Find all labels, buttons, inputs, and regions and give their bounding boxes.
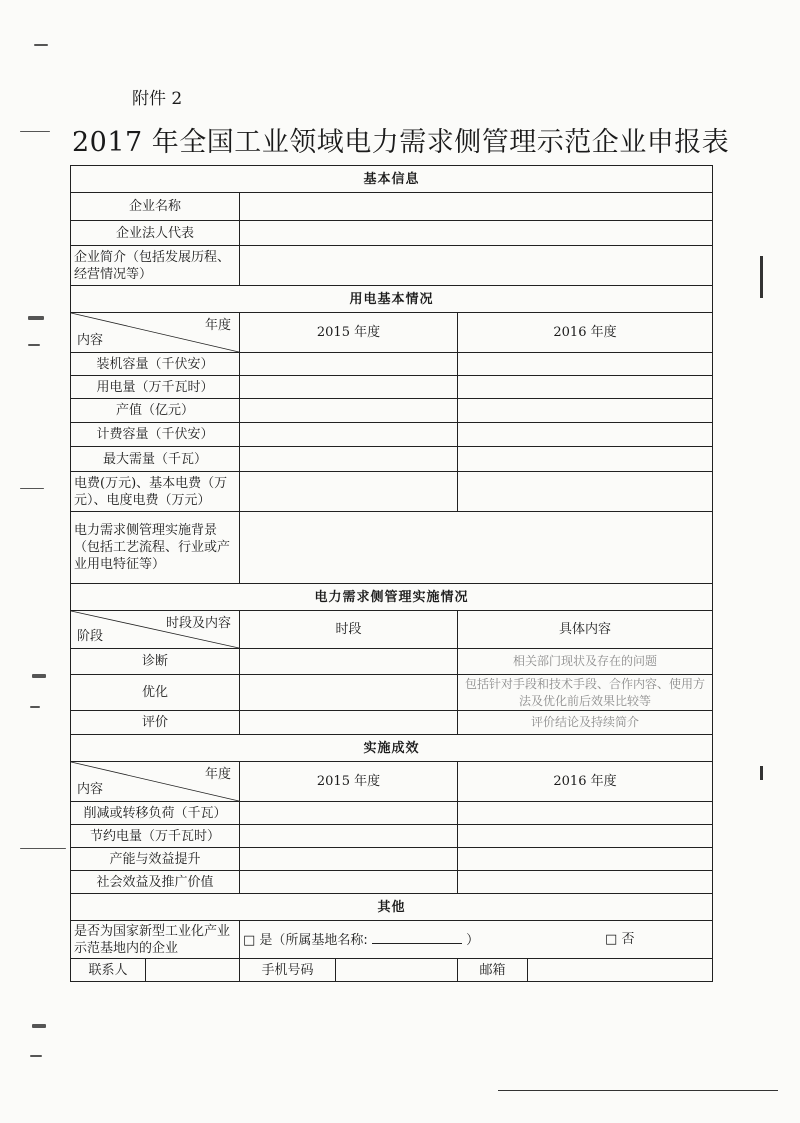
dsm-stage-label: 优化: [71, 675, 240, 711]
contact-label: 联系人: [71, 959, 146, 982]
yes-checkbox-label[interactable]: □ 是（所属基地名称:: [243, 932, 368, 948]
diag-stage-label: 阶段: [77, 629, 104, 644]
dsm-period-header: 时段: [240, 611, 458, 649]
results-2016-cell[interactable]: [458, 848, 713, 871]
results-row-label: 产能与效益提升: [71, 848, 240, 871]
power-usage-2015-cell[interactable]: [240, 423, 458, 447]
results-2015-cell[interactable]: [240, 825, 458, 848]
diag-period-content-label: 时段及内容: [165, 616, 231, 631]
power-usage-2016-cell[interactable]: [458, 423, 713, 447]
application-form-table: [70, 165, 713, 982]
dsm-period-cell[interactable]: [240, 711, 458, 735]
results-row-label: 削减或转移负荷（千瓦）: [71, 802, 240, 825]
company-name-label: 企业名称: [71, 193, 240, 221]
results-2015-cell[interactable]: [240, 871, 458, 894]
power-usage-2016-cell[interactable]: [458, 447, 713, 472]
base-name-field[interactable]: [372, 931, 462, 944]
scan-artifact: [760, 766, 763, 780]
power-usage-row-label: 最大需量（千瓦）: [71, 447, 240, 472]
scan-artifact: [28, 316, 44, 320]
dsm-background-field[interactable]: [240, 512, 713, 584]
results-2015-cell[interactable]: [240, 802, 458, 825]
power-usage-2015-cell[interactable]: [240, 472, 458, 512]
results-row-label: 节约电量（万千瓦时）: [71, 825, 240, 848]
power-usage-2015-cell[interactable]: [240, 447, 458, 472]
demo-base-question: 是否为国家新型工业化产业示范基地内的企业: [71, 921, 240, 959]
no-checkbox-label[interactable]: □ 否: [605, 932, 635, 947]
power-usage-row-label: 电费(万元)、基本电费（万元）、电度电费（万元）: [71, 472, 240, 512]
results-2016-header: 2016 年度: [458, 762, 713, 802]
contact-field[interactable]: [146, 959, 240, 982]
scan-artifact: [32, 1024, 46, 1028]
email-field[interactable]: [528, 959, 713, 982]
dsm-content-note[interactable]: 相关部门现状及存在的问题: [458, 649, 713, 675]
power-usage-2016-cell[interactable]: [458, 472, 713, 512]
company-intro-label: 企业简介（包括发展历程、经营情况等）: [71, 246, 240, 286]
phone-field[interactable]: [336, 959, 458, 982]
company-name-field[interactable]: [240, 193, 713, 221]
email-label: 邮箱: [458, 959, 528, 982]
scan-artifact: [32, 674, 46, 678]
section-other: 其他: [71, 894, 713, 921]
attachment-label: 附件 2: [132, 89, 183, 109]
yes-close-paren: ）: [466, 932, 480, 948]
results-row-label: 社会效益及推广价值: [71, 871, 240, 894]
scan-artifact: [34, 44, 48, 46]
results-2015-cell[interactable]: [240, 848, 458, 871]
legal-rep-label: 企业法人代表: [71, 221, 240, 246]
power-usage-2015-cell[interactable]: [240, 376, 458, 399]
demo-base-no-cell[interactable]: [528, 921, 713, 959]
power-usage-2015-cell[interactable]: [240, 399, 458, 423]
scan-artifact: [20, 488, 44, 489]
power-usage-row-label: 用电量（万千瓦时）: [71, 376, 240, 399]
dsm-stage-label: 评价: [71, 711, 240, 735]
power-usage-2016-cell[interactable]: [458, 353, 713, 376]
dsm-content-note[interactable]: 包括针对手段和技术手段、合作内容、使用方法及优化前后效果比较等: [458, 675, 713, 711]
diag-content-label: 内容: [77, 333, 104, 348]
dsm-background-label: 电力需求侧管理实施背景（包括工艺流程、行业或产业用电特征等）: [71, 512, 240, 584]
power-usage-row-label: 装机容量（千伏安）: [71, 353, 240, 376]
dsm-period-cell[interactable]: [240, 675, 458, 711]
section-results: 实施成效: [71, 735, 713, 762]
scan-artifact: [30, 706, 40, 708]
power-usage-diagonal-header: [71, 313, 240, 353]
power-usage-2015-header: 2015 年度: [240, 313, 458, 353]
section-power-usage: 用电基本情况: [71, 286, 713, 313]
power-usage-row-label: 产值（亿元）: [71, 399, 240, 423]
diag-year-label: 年度: [204, 767, 231, 782]
diag-content-label: 内容: [77, 782, 104, 797]
results-2016-cell[interactable]: [458, 871, 713, 894]
results-2016-cell[interactable]: [458, 802, 713, 825]
scan-artifact: [498, 1090, 778, 1091]
results-diagonal-header: [71, 762, 240, 802]
dsm-period-cell[interactable]: [240, 649, 458, 675]
section-basic-info: 基本信息: [71, 166, 713, 193]
power-usage-2016-header: 2016 年度: [458, 313, 713, 353]
scan-artifact: [760, 256, 763, 298]
dsm-content-note[interactable]: 评价结论及持续简介: [458, 711, 713, 735]
scan-artifact: [28, 344, 40, 346]
dsm-stage-label: 诊断: [71, 649, 240, 675]
section-dsm-implementation: 电力需求侧管理实施情况: [71, 584, 713, 611]
diag-year-label: 年度: [204, 318, 231, 333]
dsm-diagonal-header: [71, 611, 240, 649]
power-usage-2016-cell[interactable]: [458, 399, 713, 423]
results-2016-cell[interactable]: [458, 825, 713, 848]
phone-label: 手机号码: [240, 959, 336, 982]
power-usage-2015-cell[interactable]: [240, 353, 458, 376]
scan-artifact: [20, 131, 50, 132]
legal-rep-field[interactable]: [240, 221, 713, 246]
page-title: 2017 年全国工业领域电力需求侧管理示范企业申报表: [72, 127, 730, 158]
demo-base-yes-cell[interactable]: [240, 921, 528, 959]
scan-artifact: [20, 848, 66, 849]
power-usage-2016-cell[interactable]: [458, 376, 713, 399]
dsm-content-header: 具体内容: [458, 611, 713, 649]
company-intro-field[interactable]: [240, 246, 713, 286]
power-usage-row-label: 计费容量（千伏安）: [71, 423, 240, 447]
scan-artifact: [30, 1055, 42, 1057]
results-2015-header: 2015 年度: [240, 762, 458, 802]
